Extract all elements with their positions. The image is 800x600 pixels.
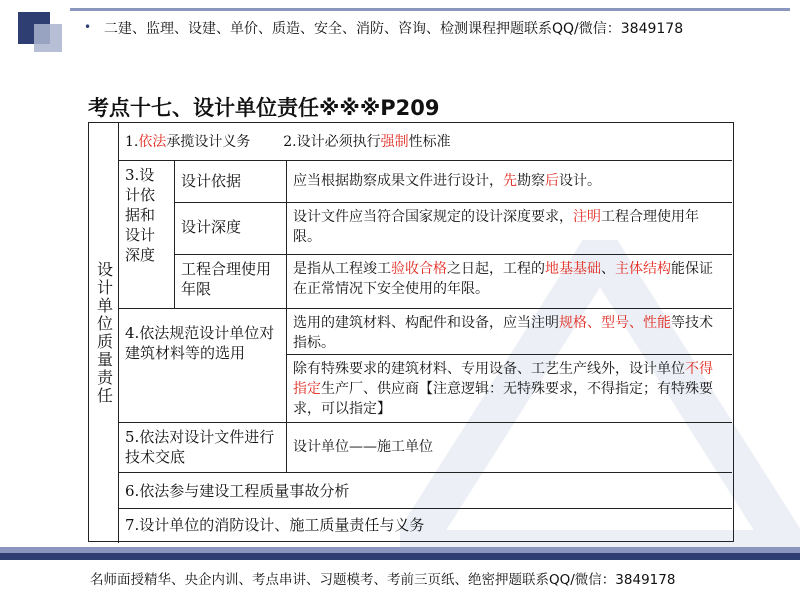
highlight-text: 后 <box>545 173 559 189</box>
body-text: 等技术指标。 <box>293 315 713 351</box>
row-4-desc-2 <box>287 355 732 423</box>
highlight-text: 地基基础 <box>545 261 601 277</box>
body-text: 是指从工程竣工 <box>293 261 391 277</box>
row-3-item-name: 工程合理使用年限 <box>175 255 287 309</box>
footer-contact-text: 名师面授精华、央企内训、考点串讲、习题模考、考前三页纸、绝密押题联系QQ/微信：3849178 <box>90 572 676 588</box>
row-3-item-name: 设计深度 <box>175 203 287 255</box>
body-text: 除有特殊要求的建筑材料、专用设备、工艺生产线外，设计单位 <box>293 361 685 377</box>
footer-bar-dark <box>0 553 800 560</box>
body-text: 工程合理使用年限。 <box>293 209 699 245</box>
row-5-desc: 设计单位——施工单位 <box>287 423 732 473</box>
responsibility-table <box>88 122 734 542</box>
row-1: 1.依法承揽设计义务 2.设计必须执行强制性标准 <box>119 123 732 161</box>
row-3-item-desc <box>287 255 732 309</box>
body-text: 能保证在正常情况下安全使用的年限。 <box>293 261 713 297</box>
header-rule <box>70 8 790 11</box>
highlight-text: 先 <box>503 173 517 189</box>
body-text: 、 <box>601 261 615 277</box>
body-text: 设计。 <box>559 173 601 189</box>
row-7: 7.设计单位的消防设计、施工质量责任与义务 <box>125 516 425 534</box>
body-text: 之日起，工程的 <box>447 261 545 277</box>
highlight-text: 验收合格 <box>391 261 447 277</box>
highlight-text: 规格、型号、性能 <box>559 315 671 331</box>
side-label-cell <box>89 123 119 543</box>
row-3-item-desc <box>287 161 732 203</box>
body-text: 应当根据勘察成果文件进行设计， <box>293 173 503 189</box>
row-6: 6.依法参与建设工程质量事故分析 <box>119 473 732 509</box>
corner-square-light <box>34 24 62 52</box>
row-3-item-desc <box>287 203 732 255</box>
header-bullet: • <box>84 20 92 34</box>
highlight-text: 不得指定 <box>293 361 713 397</box>
body-text: 生产厂、供应商【注意逻辑：无特殊要求，不得指定；有特殊要求，可以指定】 <box>293 381 713 417</box>
body-text: 设计文件应当符合国家规定的设计深度要求， <box>293 209 573 225</box>
row-5-label: 5.依法对设计文件进行技术交底 <box>119 423 287 473</box>
row-3-label: 3.设计依据和设计深度 <box>119 161 175 309</box>
side-label: 设计单位质量责任 <box>94 261 114 405</box>
body-text: 选用的建筑材料、构配件和设备，应当注明 <box>293 315 559 331</box>
row-4-label: 4.依法规范设计单位对建筑材料等的选用 <box>119 309 287 423</box>
highlight-text: 注明 <box>573 209 601 225</box>
page-title: 考点十七、设计单位责任※※※P209 <box>88 96 440 120</box>
header-contact-text: 二建、监理、设建、单价、质造、安全、消防、咨询、检测课程押题联系QQ/微信：3849178 <box>104 21 684 37</box>
row-3-item-name: 设计依据 <box>175 161 287 203</box>
row-4-desc-1 <box>287 309 732 355</box>
body-text: 勘察 <box>517 173 545 189</box>
highlight-text: 主体结构 <box>615 261 671 277</box>
